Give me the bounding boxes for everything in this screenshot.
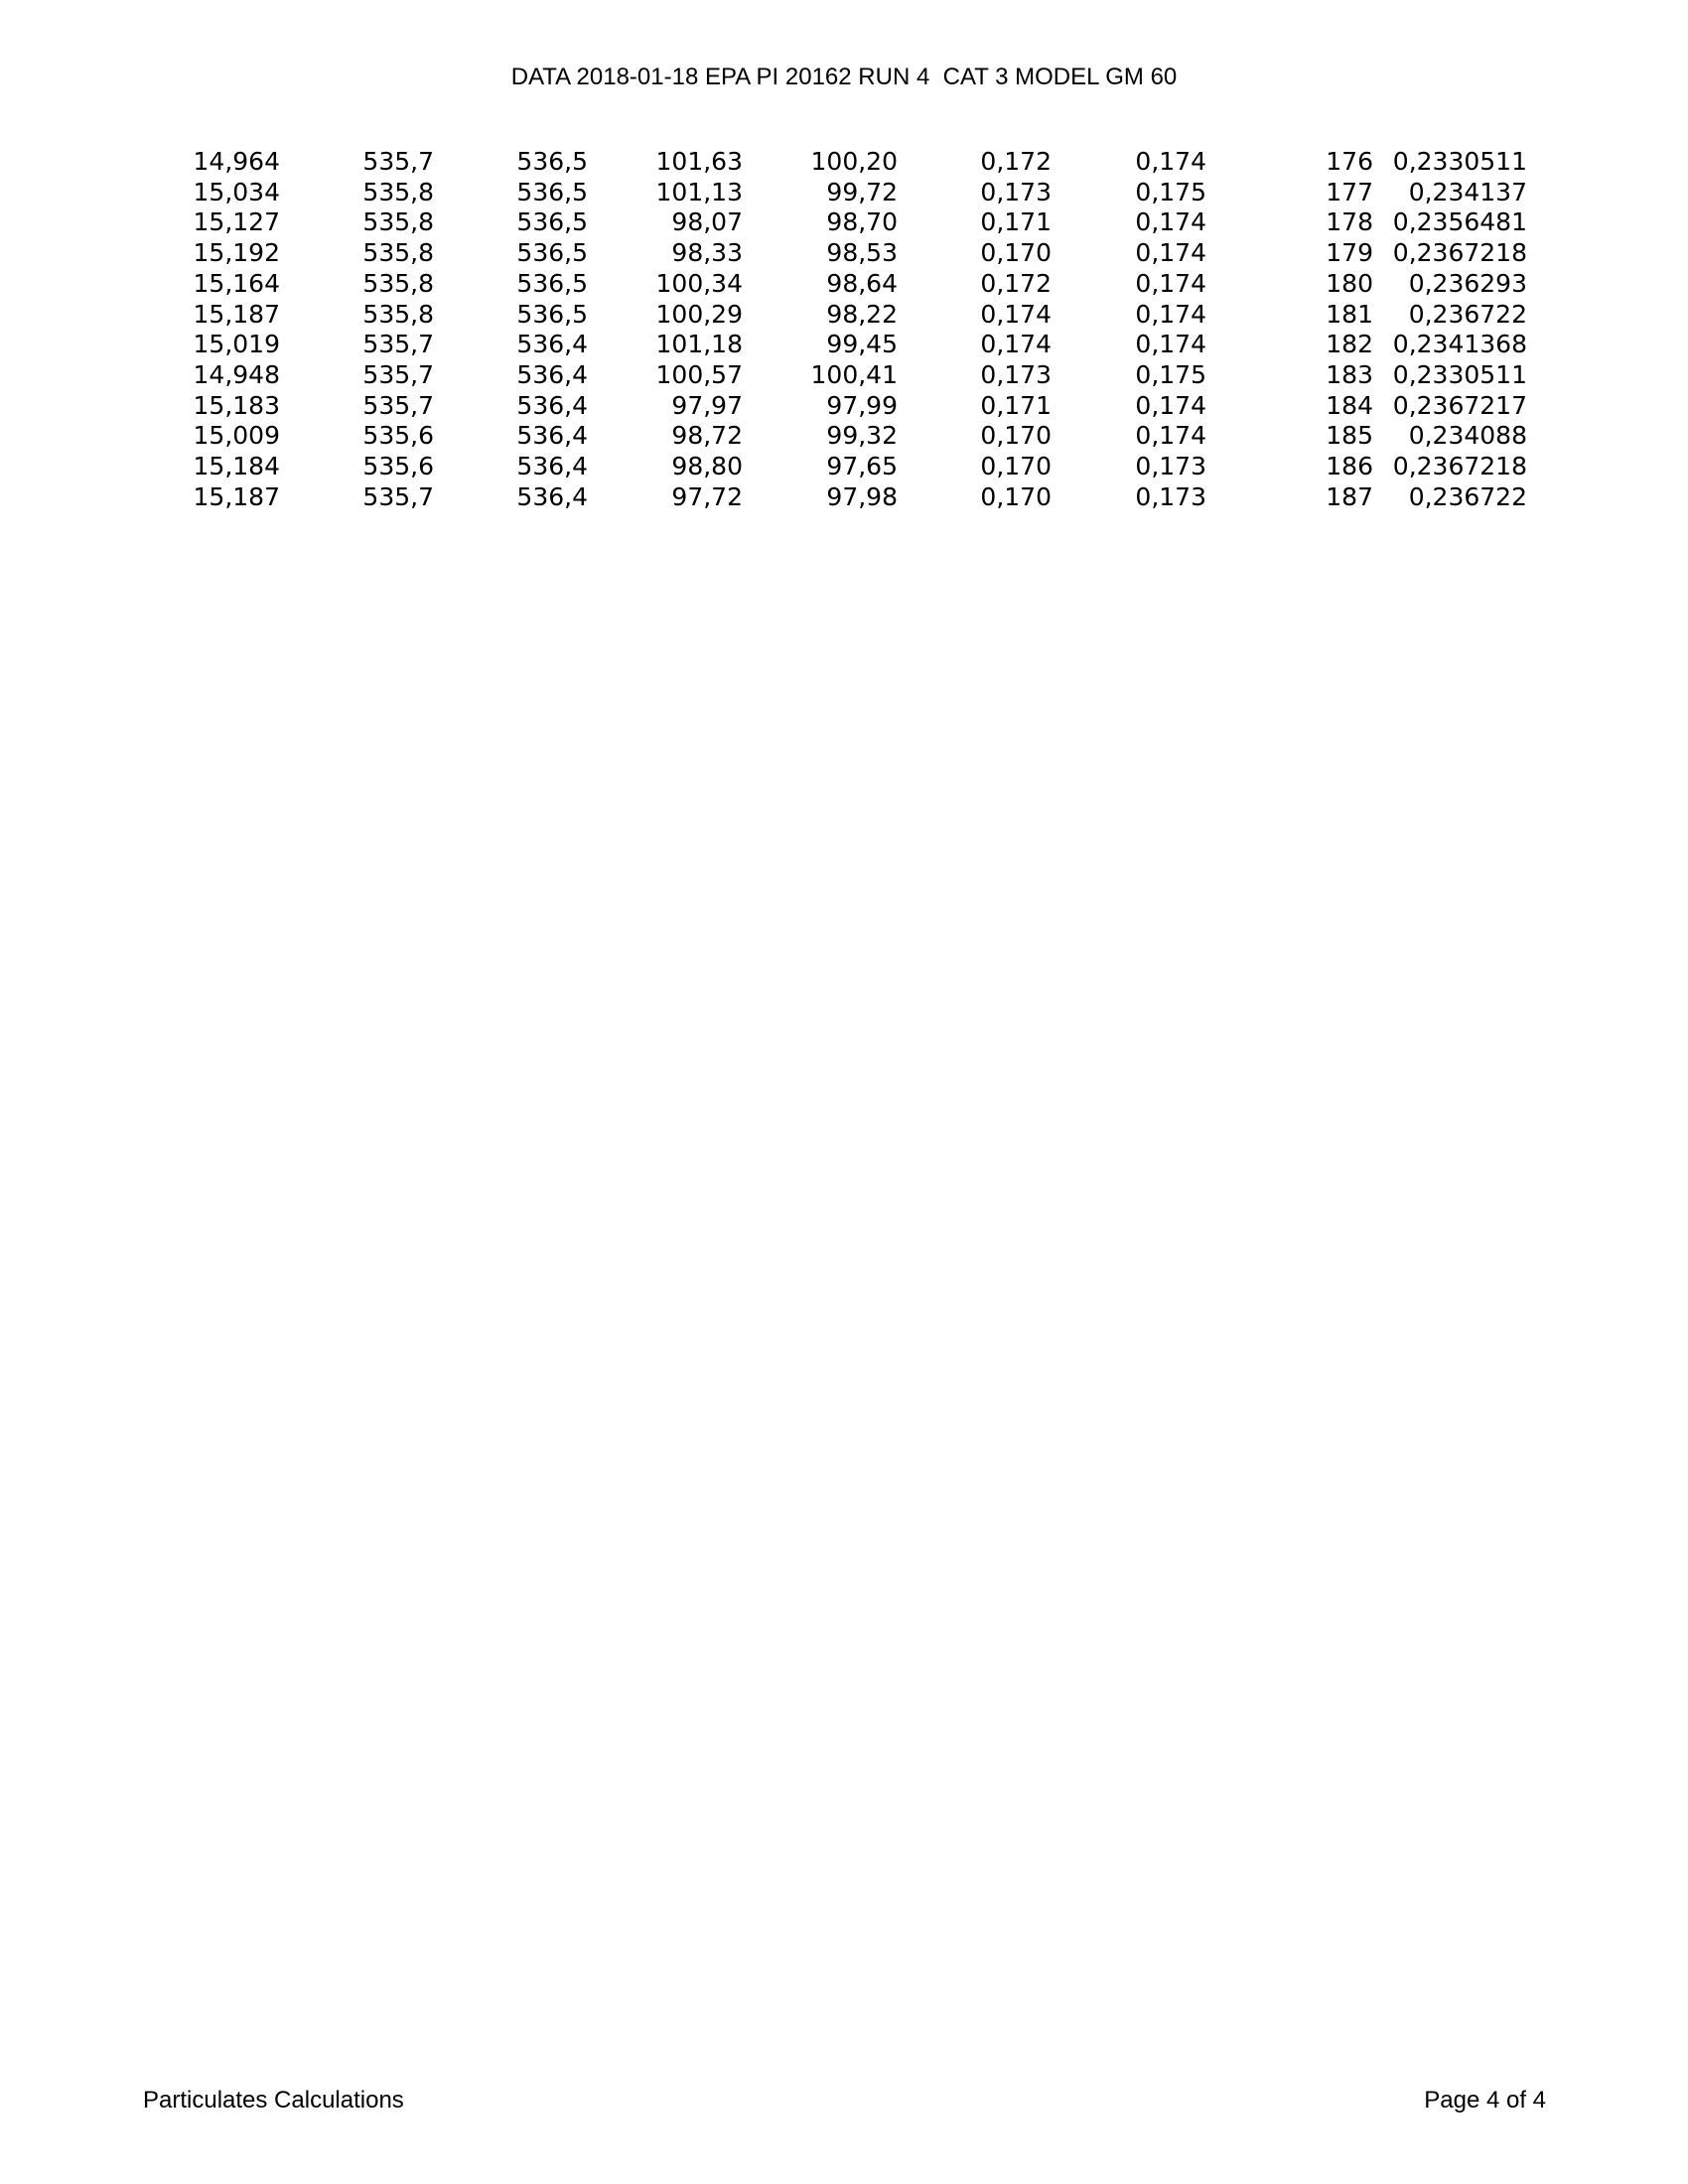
table-cell: 0,236722	[1408, 481, 1527, 511]
table-cell: 0,173	[1135, 452, 1206, 481]
footer-page-number: Page 4 of 4	[1424, 2087, 1546, 2114]
table-cell: 0,174	[1135, 330, 1206, 359]
table-cell: 15,127	[193, 207, 280, 237]
table-cell: 0,174	[980, 299, 1052, 329]
table-cell: 0,174	[1135, 299, 1206, 329]
table-cell: 535,7	[362, 330, 434, 359]
table-cell: 0,174	[1135, 207, 1206, 237]
table-body	[0, 147, 1527, 512]
table-cell: 98,72	[671, 421, 743, 451]
table-cell: 0,174	[1135, 268, 1206, 298]
table-row	[0, 269, 1527, 300]
table-cell: 0,234137	[1408, 177, 1527, 206]
table-cell: 536,4	[516, 330, 588, 359]
table-cell: 535,8	[362, 177, 434, 206]
table-row	[0, 207, 1527, 238]
table-row	[0, 330, 1527, 360]
table-cell: 100,34	[655, 268, 743, 298]
table-cell: 0,174	[980, 330, 1052, 359]
table-cell: 0,171	[980, 207, 1052, 237]
table-cell: 15,192	[193, 238, 280, 268]
table-cell: 100,20	[810, 147, 898, 176]
table-cell: 0,170	[980, 481, 1052, 511]
table-cell: 182	[1326, 330, 1373, 359]
table-row	[0, 391, 1527, 422]
table-cell: 535,8	[362, 207, 434, 237]
table-cell: 536,5	[516, 147, 588, 176]
table-cell: 536,5	[516, 299, 588, 329]
table-row	[0, 300, 1527, 331]
table-cell: 0,2330511	[1392, 147, 1527, 176]
data-table	[0, 147, 1527, 512]
table-cell: 535,7	[362, 390, 434, 420]
table-cell: 14,964	[193, 147, 280, 176]
table-cell: 535,8	[362, 268, 434, 298]
table-cell: 536,4	[516, 452, 588, 481]
table-cell: 97,65	[826, 452, 898, 481]
table-cell: 536,5	[516, 207, 588, 237]
table-cell: 101,18	[655, 330, 743, 359]
table-cell: 98,33	[671, 238, 743, 268]
table-cell: 97,72	[671, 481, 743, 511]
table-cell: 536,5	[516, 268, 588, 298]
table-cell: 0,234088	[1408, 421, 1527, 451]
table-cell: 0,172	[980, 147, 1052, 176]
table-cell: 536,5	[516, 177, 588, 206]
table-cell: 0,236293	[1408, 268, 1527, 298]
table-cell: 181	[1326, 299, 1373, 329]
table-cell: 0,175	[1135, 359, 1206, 389]
table-cell: 185	[1326, 421, 1373, 451]
table-cell: 186	[1326, 452, 1373, 481]
table-cell: 187	[1326, 481, 1373, 511]
table-cell: 98,07	[671, 207, 743, 237]
table-cell: 0,173	[980, 177, 1052, 206]
table-cell: 0,174	[1135, 238, 1206, 268]
table-row	[0, 360, 1527, 391]
table-cell: 536,5	[516, 238, 588, 268]
table-cell: 98,80	[671, 452, 743, 481]
table-cell: 536,4	[516, 390, 588, 420]
table-cell: 0,2341368	[1392, 330, 1527, 359]
table-cell: 183	[1326, 359, 1373, 389]
table-cell: 98,22	[826, 299, 898, 329]
table-cell: 101,63	[655, 147, 743, 176]
table-cell: 535,6	[362, 421, 434, 451]
table-cell: 100,29	[655, 299, 743, 329]
table-cell: 535,8	[362, 238, 434, 268]
table-cell: 15,184	[193, 452, 280, 481]
table-row	[0, 482, 1527, 513]
table-cell: 100,57	[655, 359, 743, 389]
table-cell: 0,2367218	[1392, 452, 1527, 481]
table-cell: 535,6	[362, 452, 434, 481]
table-cell: 14,948	[193, 359, 280, 389]
table-cell: 15,164	[193, 268, 280, 298]
table-cell: 0,174	[1135, 421, 1206, 451]
table-cell: 99,45	[826, 330, 898, 359]
table-cell: 97,99	[826, 390, 898, 420]
table-cell: 176	[1326, 147, 1373, 176]
table-cell: 535,7	[362, 481, 434, 511]
table-cell: 0,170	[980, 452, 1052, 481]
table-cell: 536,4	[516, 421, 588, 451]
table-cell: 0,2356481	[1392, 207, 1527, 237]
table-cell: 536,4	[516, 359, 588, 389]
table-cell: 180	[1326, 268, 1373, 298]
table-cell: 0,170	[980, 421, 1052, 451]
page-title: DATA 2018-01-18 EPA PI 20162 RUN 4 CAT 3 MODEL GM 60	[510, 64, 1178, 90]
table-cell: 15,019	[193, 330, 280, 359]
table-row	[0, 147, 1527, 178]
table-cell: 97,98	[826, 481, 898, 511]
table-cell: 178	[1326, 207, 1373, 237]
table-row	[0, 238, 1527, 269]
table-cell: 535,7	[362, 359, 434, 389]
table-cell: 0,174	[1135, 390, 1206, 420]
table-cell: 99,72	[826, 177, 898, 206]
table-cell: 15,187	[193, 299, 280, 329]
table-cell: 97,97	[671, 390, 743, 420]
table-cell: 98,64	[826, 268, 898, 298]
table-cell: 15,187	[193, 481, 280, 511]
table-cell: 0,173	[980, 359, 1052, 389]
table-cell: 0,2330511	[1392, 359, 1527, 389]
table-cell: 177	[1326, 177, 1373, 206]
table-cell: 535,7	[362, 147, 434, 176]
table-row	[0, 421, 1527, 452]
table-cell: 0,171	[980, 390, 1052, 420]
table-cell: 0,2367218	[1392, 238, 1527, 268]
table-cell: 99,32	[826, 421, 898, 451]
table-cell: 100,41	[810, 359, 898, 389]
table-cell: 101,13	[655, 177, 743, 206]
table-cell: 15,034	[193, 177, 280, 206]
table-cell: 15,183	[193, 390, 280, 420]
table-row	[0, 452, 1527, 482]
footer-document-name: Particulates Calculations	[143, 2087, 404, 2114]
table-cell: 0,170	[980, 238, 1052, 268]
table-cell: 184	[1326, 390, 1373, 420]
table-cell: 0,172	[980, 268, 1052, 298]
table-cell: 98,53	[826, 238, 898, 268]
table-cell: 536,4	[516, 481, 588, 511]
table-cell: 15,009	[193, 421, 280, 451]
table-cell: 0,174	[1135, 147, 1206, 176]
table-cell: 0,2367217	[1392, 390, 1527, 420]
table-row	[0, 178, 1527, 208]
table-cell: 0,173	[1135, 481, 1206, 511]
table-cell: 179	[1326, 238, 1373, 268]
table-cell: 0,236722	[1408, 299, 1527, 329]
table-cell: 535,8	[362, 299, 434, 329]
table-cell: 98,70	[826, 207, 898, 237]
table-cell: 0,175	[1135, 177, 1206, 206]
